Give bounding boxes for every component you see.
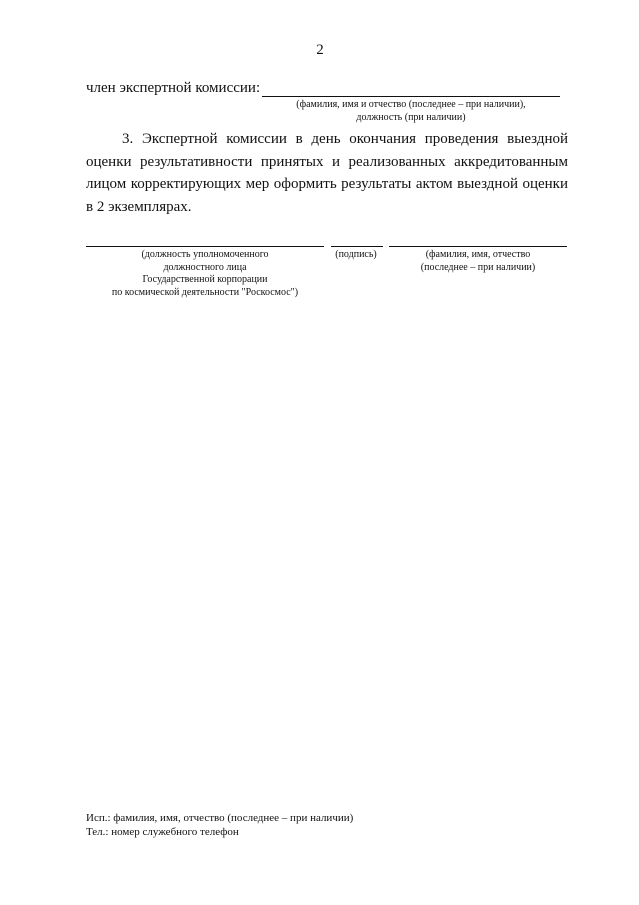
name-caption xyxy=(389,249,567,274)
signature-caption-text: (подпись) xyxy=(335,249,377,260)
name-caption-line: (фамилия, имя, отчество xyxy=(425,249,531,260)
name-caption-line: (последнее – при наличии) xyxy=(420,261,536,273)
executor-line: Исп.: фамилия, имя, отчество (последнее – при наличии) xyxy=(86,812,354,824)
position-caption-line: должностного лица xyxy=(163,261,247,273)
footer-contacts xyxy=(86,811,353,839)
signature-caption xyxy=(320,249,392,262)
commission-member-fill-line xyxy=(262,96,560,97)
commission-member-hint-line1: (фамилия, имя и отчество (последнее – при наличии), xyxy=(296,99,526,110)
commission-member-label: член экспертной комиссии: xyxy=(86,80,261,96)
signature-line xyxy=(331,246,383,247)
position-caption-line: по космической деятельности "Роскосмос") xyxy=(111,286,299,298)
name-signature-line xyxy=(389,246,567,247)
commission-member-hint-line2: должность (при наличии) xyxy=(356,112,466,123)
position-signature-line xyxy=(86,246,324,247)
page-number: 2 xyxy=(316,42,324,58)
position-caption-line: Государственной корпорации xyxy=(142,274,268,285)
position-caption-line: (должность уполномоченного xyxy=(141,249,269,260)
position-caption xyxy=(86,249,324,299)
phone-line: Тел.: номер служебного телефон xyxy=(86,826,239,838)
paragraph-3: 3. Экспертной комиссии в день окончания проведения выездной оценки результативности принятых и реализованных аккредитованным лицом корректирующих мер оформить результаты актом выездной оценки в 2 экземплярах. xyxy=(86,131,568,215)
commission-member-hint xyxy=(262,98,560,124)
